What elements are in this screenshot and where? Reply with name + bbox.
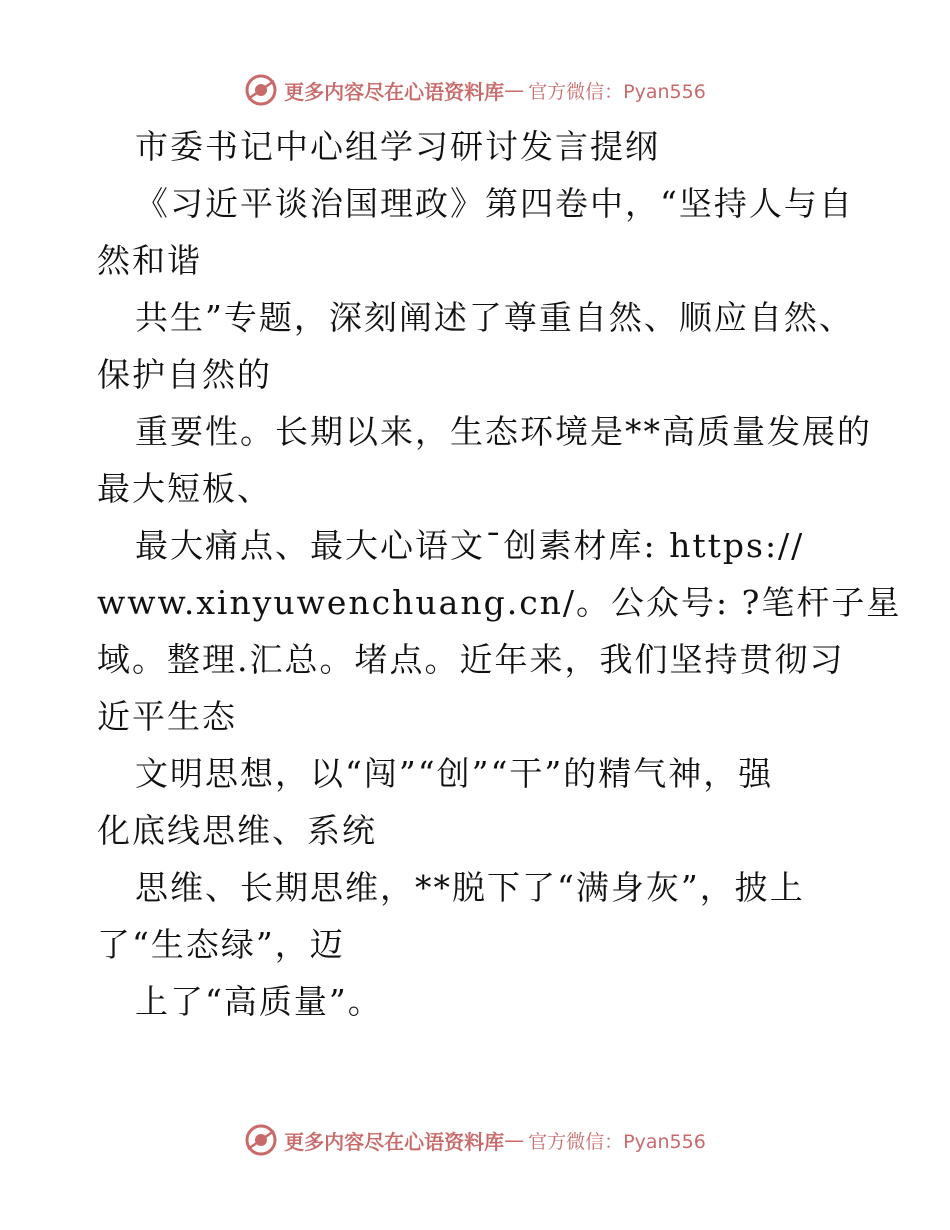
- body-line: 上了“高质量”。: [135, 982, 383, 1021]
- doc-title: 市委书记中心组学习研讨发言提纲: [135, 127, 660, 166]
- body-line: 域。整理.汇总。堵点。近年来，我们坚持贯彻习: [97, 640, 845, 679]
- body-line: 了“生态绿”，迈: [97, 925, 345, 964]
- body-line: 共生”专题，深刻阐述了尊重自然、顺应自然、: [135, 298, 854, 337]
- document-body: [97, 118, 902, 1030]
- banner-wechat-text: 官方微信：Pyan556: [528, 80, 706, 103]
- banner-separator: —: [504, 78, 525, 102]
- body-line: 化底线思维、系统: [97, 811, 377, 850]
- body-line: 最大痛点、最大心语文¯创素材库: https://: [135, 526, 805, 565]
- footer-banner: [0, 1120, 950, 1160]
- body-line: 文明思想，以“闯”“创”“干”的精气神，强: [135, 754, 774, 793]
- brand-logo-icon: [244, 73, 278, 107]
- body-line: 保护自然的: [97, 355, 272, 394]
- banner-separator: —: [504, 1128, 525, 1152]
- body-line: 最大短板、: [97, 469, 272, 508]
- body-line: 《习近平谈治国理政》第四卷中，“坚持人与自: [135, 184, 854, 223]
- banner-brand-text: 更多内容尽在心语资料库: [284, 1129, 505, 1154]
- header-banner: [0, 70, 950, 110]
- body-line: 然和谐: [97, 241, 202, 280]
- body-line: www.xinyuwenchuang.cn/。公众号: ?笔杆子星: [97, 583, 902, 622]
- brand-logo-icon: [244, 1123, 278, 1157]
- body-line: 思维、长期思维，**脱下了“满身灰”，披上: [135, 868, 805, 907]
- banner-brand-text: 更多内容尽在心语资料库: [284, 79, 505, 104]
- body-line: 近平生态: [97, 697, 237, 736]
- banner-wechat-text: 官方微信：Pyan556: [528, 1130, 706, 1153]
- body-line: 重要性。长期以来，生态环境是**高质量发展的: [135, 412, 872, 451]
